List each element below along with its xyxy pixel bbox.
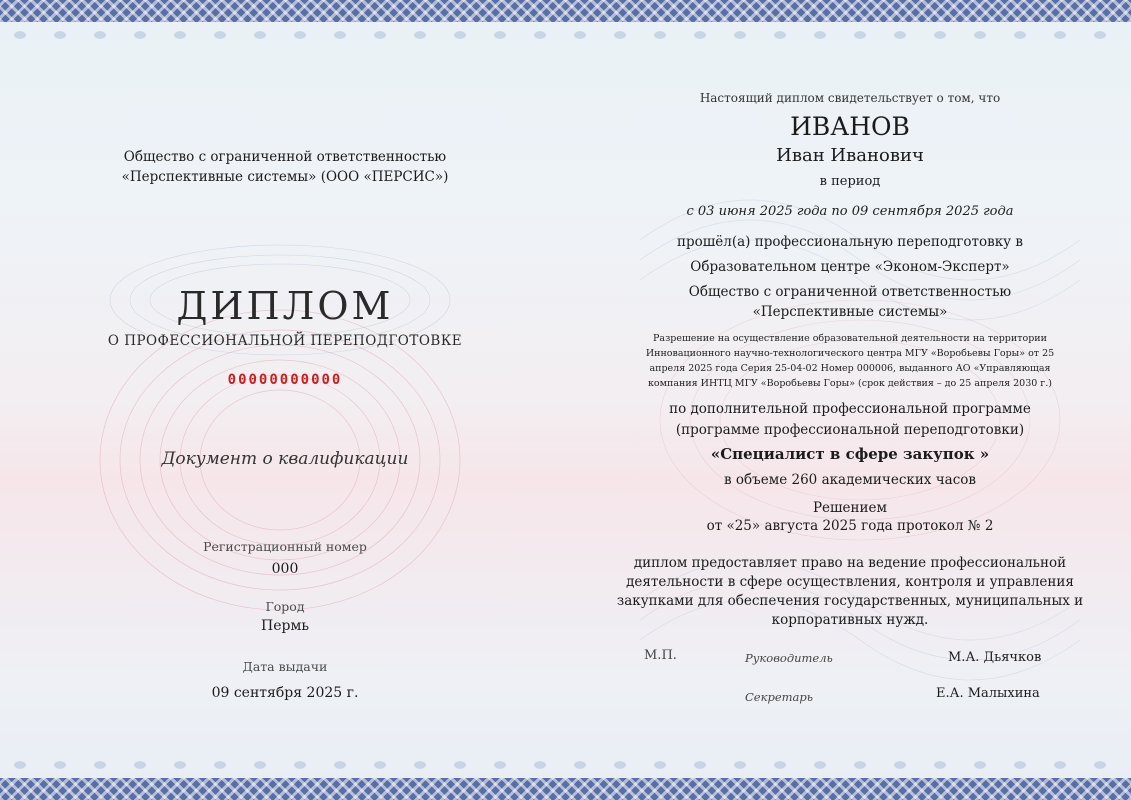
license-line-3: апреля 2025 года Серия 25-04-02 Номер 000006, выданного АО «Управляющая: [649, 363, 1051, 374]
decision-label: Решением: [812, 500, 888, 516]
diploma-subtitle: О ПРОФЕССИОНАЛЬНОЙ ПЕРЕПОДГОТОВКЕ: [107, 333, 463, 349]
issue-date-label: Дата выдачи: [242, 659, 328, 674]
program-description: [610, 399, 1090, 441]
org-line-2: «Перспективные системы»: [752, 304, 948, 320]
recipient-surname: ИВАНОВ: [790, 112, 910, 141]
stamp-placeholder: М.П.: [644, 648, 677, 663]
serial-number: 00000000000: [227, 372, 343, 388]
program-name: «Специалист в сфере закупок »: [710, 445, 990, 463]
top-ornament-border: [0, 0, 1131, 22]
education-center: Образовательном центре «Эконом-Эксперт»: [690, 259, 1010, 275]
rights-line-3: закупками для обеспечения государственных, муниципальных и: [616, 593, 1084, 609]
rights-line-4: корпоративных нужд.: [771, 612, 929, 628]
diploma-title: ДИПЛОМ: [176, 284, 394, 328]
secretary-name: Е.А. Малыхина: [936, 686, 1040, 701]
program-line-1: по дополнительной профессиональной программе: [669, 401, 1031, 417]
period-label: в период: [819, 174, 881, 189]
recipient-name: Иван Иванович: [776, 145, 924, 166]
secretary-label: Секретарь: [745, 690, 814, 704]
license-text: [610, 331, 1090, 391]
issuer-org-name: [70, 147, 500, 187]
issuer-org-line-1: Общество с ограниченной ответственностью: [123, 149, 447, 165]
reg-number-value: 000: [271, 561, 299, 577]
program-line-2: (программе профессиональной переподготовки): [675, 422, 1025, 438]
rights-line-2: деятельности в сфере осуществления, контроля и управления: [626, 574, 1074, 590]
study-period: с 03 июня 2025 года по 09 сентября 2025 года: [686, 204, 1014, 219]
license-line-4: компания ИНТЦ МГУ «Воробьевы Горы» (срок действия – до 25 апреля 2030 г.): [647, 378, 1053, 389]
city-value: Пермь: [261, 618, 309, 634]
license-line-1: Разрешение на осуществление образовательной деятельности на территории: [653, 333, 1047, 344]
reg-number-label: Регистрационный номер: [203, 539, 367, 554]
rights-line-1: диплом предоставляет право на ведение профессиональной: [633, 555, 1067, 571]
rights-text: [600, 554, 1100, 630]
intro-text: Настоящий диплом свидетельствует о том, что: [699, 91, 1001, 105]
protocol-text: от «25» августа 2025 года протокол № 2: [706, 518, 994, 534]
document-type: Документ о квалификации: [161, 449, 409, 469]
bottom-ornament-pattern: [0, 752, 1131, 778]
passed-text: прошёл(а) профессиональную переподготовку в: [676, 234, 1023, 250]
bottom-ornament-border: [0, 778, 1131, 800]
org-line-1: Общество с ограниченной ответственностью: [688, 284, 1012, 300]
issuer-org-line-2: «Перспективные системы» (ООО «ПЕРСИС»): [121, 169, 449, 185]
issue-date-value: 09 сентября 2025 г.: [211, 685, 359, 701]
top-ornament-pattern: [0, 22, 1131, 48]
head-label: Руководитель: [745, 651, 833, 665]
program-hours: в объеме 260 академических часов: [724, 472, 976, 488]
head-name: М.А. Дьячков: [948, 650, 1042, 665]
city-label: Город: [265, 599, 305, 614]
license-line-2: Инновационного научно-технологического центра МГУ «Воробьевы Горы» от 25: [645, 348, 1055, 359]
